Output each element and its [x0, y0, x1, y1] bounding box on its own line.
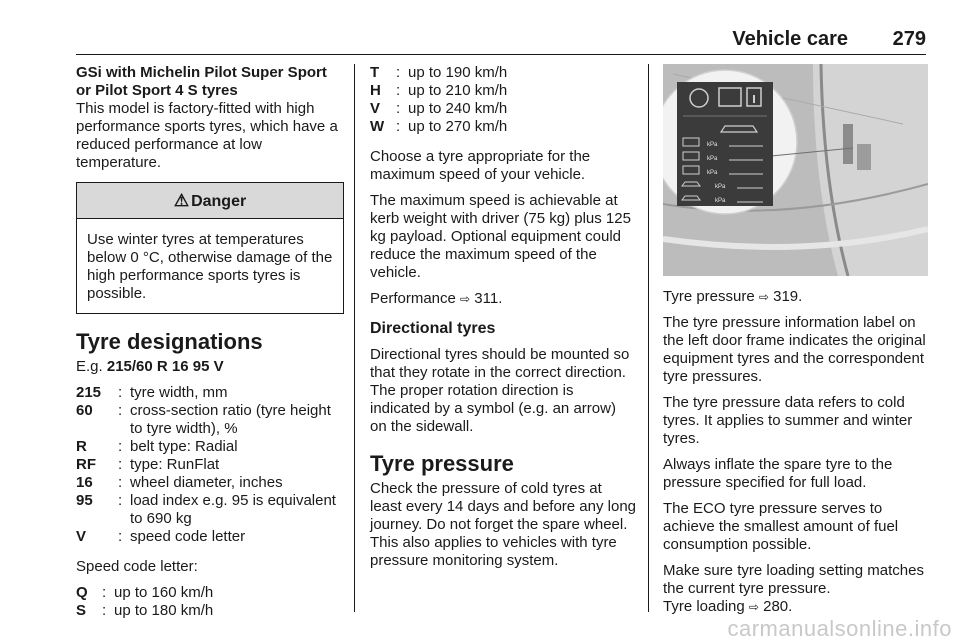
- reference-page: 311.: [470, 290, 503, 307]
- definition: type: RunFlat: [130, 456, 220, 473]
- column-divider: [648, 64, 649, 612]
- list-item: [76, 438, 344, 456]
- list-item: [76, 456, 344, 474]
- directional-tyres-text: Directional tyres should be mounted so that they rotate in the correct direction. The proper rotation direction is indicated by a symbol (e.g. an arrow) on the sidewall.: [370, 346, 630, 435]
- term: W: [370, 118, 385, 135]
- danger-text: Use winter tyres at temperatures below 0 °C, otherwise damage of the high performance sports tyres is possible.: [87, 231, 333, 302]
- gsi-heading: GSi with Michelin Pilot Super Sport or Pilot Sport 4 S tyres: [76, 64, 327, 99]
- definition: tyre width, mm: [130, 384, 228, 401]
- definition: up to 190 km/h: [408, 64, 508, 81]
- list-item: [76, 384, 344, 402]
- separator: :: [118, 384, 123, 401]
- list-item: [76, 402, 344, 438]
- tyre-pressure-label-illustration: [663, 64, 928, 276]
- reference-label: Tyre loading: [663, 598, 749, 615]
- reference-label: Performance: [370, 290, 461, 307]
- eco-pressure-text: The ECO tyre pressure serves to achieve the smallest amount of fuel consumption possible.: [663, 500, 899, 553]
- page-reference-arrow-icon: ⇨: [758, 290, 769, 304]
- definition: load index e.g. 95 is equivalent to 690 kg: [130, 492, 336, 527]
- definition: belt type: Radial: [130, 438, 238, 455]
- list-item: [370, 64, 636, 82]
- label-kpa-text: kPa: [707, 156, 718, 162]
- label-kpa-text: kPa: [715, 198, 726, 204]
- separator: :: [118, 456, 123, 473]
- separator: :: [118, 402, 123, 419]
- separator: :: [118, 492, 123, 509]
- term: 95: [76, 492, 93, 509]
- spare-tyre-text: Always inflate the spare tyre to the pressure specified for full load.: [663, 456, 893, 491]
- list-item: [76, 492, 344, 528]
- cold-tyres-text: The tyre pressure data refers to cold tyres. It applies to summer and winter tyres.: [663, 394, 913, 447]
- definition: speed code letter: [130, 528, 246, 545]
- label-kpa-text: kPa: [707, 142, 718, 148]
- header-rule: [76, 54, 926, 55]
- performance-reference[interactable]: [370, 290, 636, 308]
- speed-code-list-continued: [370, 64, 636, 136]
- definition: up to 270 km/h: [408, 118, 508, 135]
- separator: :: [396, 118, 401, 135]
- separator: :: [396, 100, 401, 117]
- example-prefix: E.g.: [76, 358, 107, 375]
- tyre-pressure-text: Check the pressure of cold tyres at least every 14 days and before any long journey. Do not forget the spare wheel. This also applies to vehicles with tyre pressure monitoring system.: [370, 480, 637, 569]
- tyre-pressure-heading: Tyre pressure: [370, 451, 514, 476]
- column-1: [76, 64, 344, 632]
- term: 16: [76, 474, 93, 491]
- speed-code-list: [76, 584, 344, 620]
- label-kpa-text: kPa: [707, 170, 718, 176]
- reference-page: 280.: [758, 598, 793, 615]
- list-item: [370, 100, 636, 118]
- tyre-designations-heading: Tyre designations: [76, 329, 263, 354]
- page-reference-arrow-icon: ⇨: [460, 292, 471, 306]
- separator: :: [396, 64, 401, 81]
- term: 60: [76, 402, 93, 419]
- term: R: [76, 438, 87, 455]
- reference-label: Tyre pressure: [663, 288, 759, 305]
- list-item: [76, 528, 344, 546]
- definition: up to 160 km/h: [114, 584, 214, 601]
- definition: wheel diameter, inches: [130, 474, 283, 491]
- designation-list: [76, 384, 344, 546]
- term: H: [370, 82, 381, 99]
- example-line: [76, 358, 344, 376]
- separator: :: [396, 82, 401, 99]
- loading-setting-text: Make sure tyre loading setting matches the current tyre pressure.: [663, 562, 924, 597]
- gsi-text: This model is factory-fitted with high performance sports tyres, which have a reduced performance at low temperature.: [76, 100, 338, 171]
- separator: :: [102, 602, 107, 619]
- danger-title: Danger: [191, 193, 247, 210]
- definition: up to 210 km/h: [408, 82, 508, 99]
- max-speed-text: The maximum speed is achievable at kerb weight with driver (75 kg) plus 125 kg payload. Optional equipment could reduce the maximum speed of the vehicle.: [370, 192, 631, 281]
- choose-tyre-text: Choose a tyre appropriate for the maximum speed of your vehicle.: [370, 148, 591, 183]
- tyre-pressure-reference[interactable]: [663, 288, 928, 306]
- term: Q: [76, 584, 88, 601]
- term: S: [76, 602, 87, 619]
- list-item: [370, 118, 636, 136]
- term: V: [76, 528, 87, 545]
- door-frame-illustration: [663, 64, 928, 276]
- separator: :: [102, 584, 107, 601]
- separator: :: [118, 474, 123, 491]
- column-3: [663, 64, 928, 624]
- separator: :: [118, 528, 123, 545]
- directional-tyres-heading: Directional tyres: [370, 320, 496, 337]
- list-item: [76, 602, 344, 620]
- running-header-title: Vehicle care: [732, 28, 848, 50]
- danger-header: [77, 183, 343, 219]
- tyre-loading-reference[interactable]: [663, 598, 928, 616]
- list-item: [76, 584, 344, 602]
- warning-triangle-icon: ⚠: [173, 191, 190, 210]
- separator: :: [118, 438, 123, 455]
- watermark: carmanualsonline.info: [727, 616, 952, 641]
- term: T: [370, 64, 380, 81]
- page-number: 279: [892, 28, 926, 50]
- column-2: [370, 64, 636, 578]
- definition: cross-section ratio (tyre height to tyre width), %: [130, 402, 331, 437]
- speed-code-label: Speed code letter:: [76, 558, 198, 575]
- page-reference-arrow-icon: ⇨: [748, 600, 759, 614]
- term: 215: [76, 384, 102, 401]
- danger-box: [76, 182, 344, 314]
- reference-page: 319.: [768, 288, 803, 305]
- list-item: [370, 82, 636, 100]
- list-item: [76, 474, 344, 492]
- definition: up to 180 km/h: [114, 602, 214, 619]
- term: RF: [76, 456, 96, 473]
- label-kpa-text: kPa: [715, 184, 726, 190]
- term: V: [370, 100, 381, 117]
- example-code: 215/60 R 16 95 V: [106, 358, 224, 375]
- column-divider: [354, 64, 355, 612]
- label-info-text: The tyre pressure information label on the left door frame indicates the original equipment tyres and the correspondent tyre pressures.: [663, 314, 926, 385]
- definition: up to 240 km/h: [408, 100, 508, 117]
